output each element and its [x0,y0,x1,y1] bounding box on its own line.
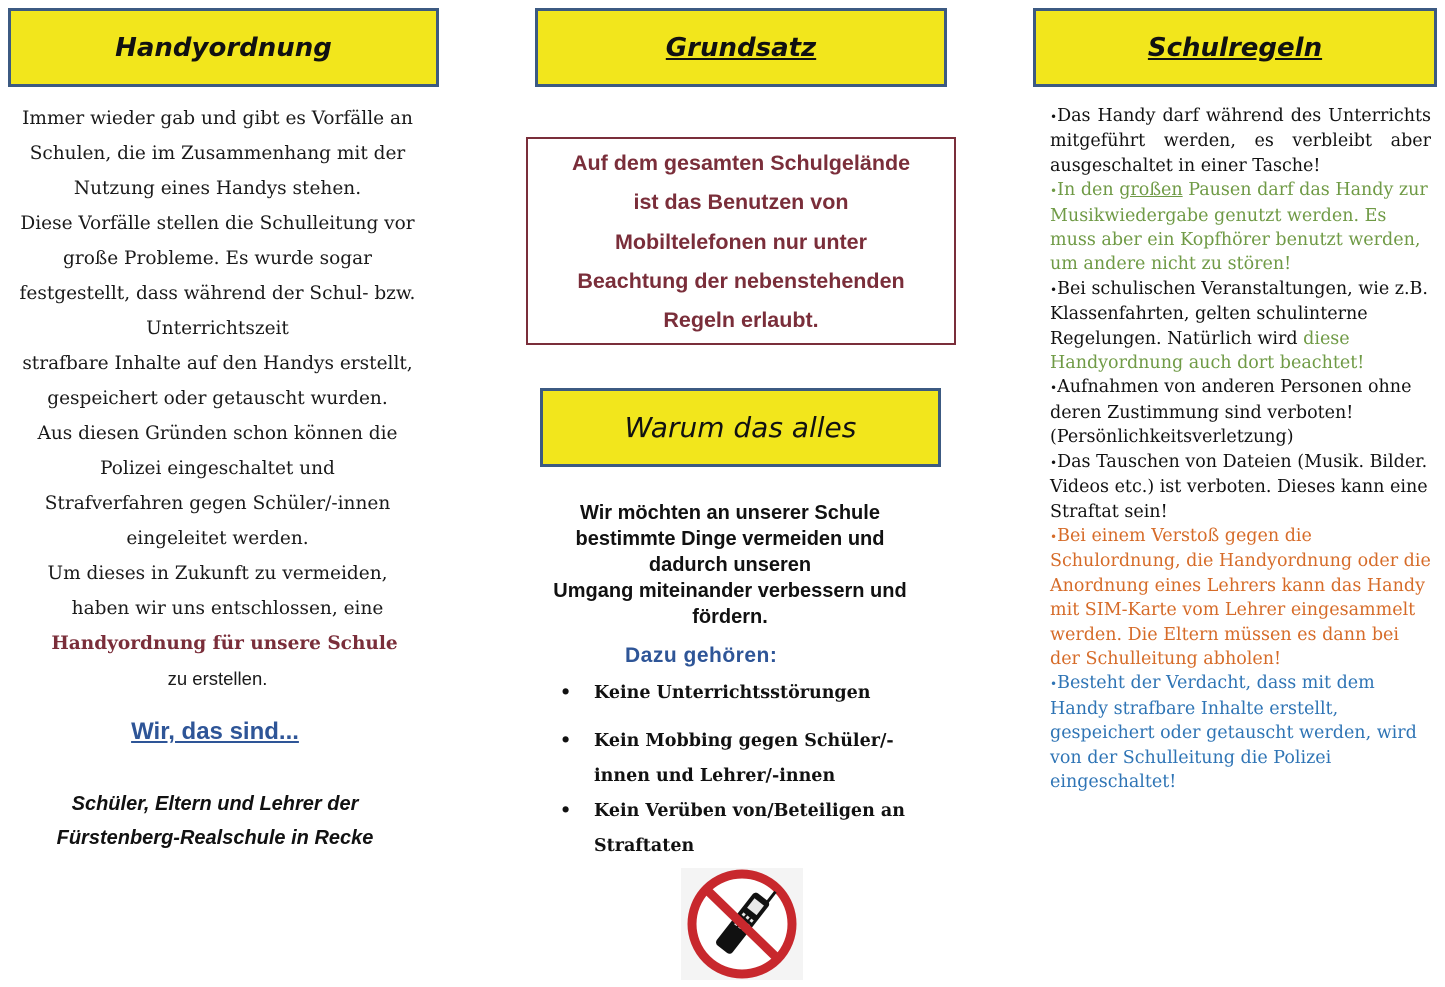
schulregeln-title: Schulregeln [1147,32,1323,63]
intro-line: große Probleme. Es wurde sogar [63,248,372,269]
schulregeln-heading [1033,8,1437,87]
rule-item: •Das Tauschen von Dateien (Musik. Bilder. Videos etc.) ist verboten. Dieses kann eine Straftat sein! [1050,451,1428,522]
why-line: fördern. [692,606,768,628]
intro-line: Schulen, die im Zusammenhang mit der [29,143,406,164]
list-item: • Keine Unterrichtsstörungen [560,676,940,711]
rule-item: •In den großen Pausen darf das Handy zur Musikwiedergabe genutzt werden. Es muss aber ein Kopfhörer benutzt werden, um andere nicht zu stören! [1050,180,1428,275]
handyordnung-title: Handyordnung [115,32,332,63]
no-mobile-phone-icon [681,868,803,980]
principle-line: Regeln erlaubt. [663,308,819,333]
dazu-heading: Dazu gehören: [625,644,778,667]
intro-line: Immer wieder gab und gibt es Vorfälle an [22,108,413,129]
intro-text [5,101,430,696]
goals-list [560,676,940,864]
rule-item: •Besteht der Verdacht, dass mit dem Handy strafbare Inhalte erstellt, gespeichert oder getauscht werden, wird von der Schulleitung die Polizei eingeschaltet! [1050,673,1417,792]
wir-das-sind-heading: Wir, das sind... [131,718,299,745]
why-line: Umgang miteinander verbessern und [553,580,907,602]
rule-item: •Bei schulischen Veranstaltungen, wie z.B. Klassenfahrten, gelten schulinterne Regelungen. Natürlich wird diese Handyordnung auch dort beachtet! [1050,278,1428,374]
principle-line: Beachtung der nebenstehenden [577,268,905,293]
principle-line: Auf dem gesamten Schulgelände [571,151,911,175]
principle-box [526,137,956,345]
why-line: Wir möchten an unserer Schule [580,502,880,524]
principle-line: ist das Benutzen von [633,190,849,215]
why-line: bestimmte Dinge vermeiden und [575,528,885,550]
intro-line: haben wir uns entschlossen, eine [71,598,384,619]
intro-line: strafbare Inhalte auf den Handys erstellt, [22,353,413,374]
intro-line: festgestellt, dass während der Schul- bzw. [19,283,416,304]
rule-item: •Das Handy darf während des Unterrichts mitgeführt werden, es verbleibt aber ausgeschaltet in einer Tasche! [1050,106,1431,176]
intro-line: Diese Vorfälle stellen die Schulleitung vor [20,213,415,234]
why-line: dadurch unseren [648,554,812,576]
principle-line: Mobiltelefonen nur unter [614,229,868,254]
grundsatz-heading [535,8,947,87]
signature-line: Fürstenberg-Realschule in Recke [56,827,374,849]
handyordnung-heading [8,8,439,87]
intro-line: zu erstellen. [167,668,268,689]
intro-highlight: Handyordnung für unsere Schule [51,633,398,654]
intro-line: Unterrichtszeit [146,318,289,339]
intro-line: Strafverfahren gegen Schüler/-innen [44,493,391,514]
intro-line: Polizei eingeschaltet und [100,458,335,479]
intro-line: gespeichert oder getauscht wurden. [47,388,388,409]
grundsatz-title: Grundsatz [665,32,817,63]
list-item: • Kein Verüben von/Beteiligen an Straftaten [560,794,940,864]
why-text [530,500,930,630]
rule-item: •Aufnahmen von anderen Personen ohne deren Zustimmung sind verboten! (Persönlichkeitsverletzung) [1050,377,1412,448]
intro-line: Aus diesen Gründen schon können die [37,423,398,444]
intro-line: Nutzung eines Handys stehen. [73,178,362,199]
warum-heading [540,388,941,467]
rule-item: •Bei einem Verstoß gegen die Schulordnung, die Handyordnung oder die Anordnung eines Lehrers kann das Handy mit SIM-Karte vom Lehrer eingesammelt werden. Die Eltern müssen es dann bei der Schulleitung abholen! [1050,525,1431,669]
intro-line: eingeleitet werden. [126,528,309,549]
rules-list [1050,104,1431,794]
signature-line: Schüler, Eltern und Lehrer der [71,793,359,815]
signature [5,787,425,855]
list-item: • Kein Mobbing gegen Schüler/-innen und Lehrer/-innen [560,724,940,794]
intro-line: Um dieses in Zukunft zu vermeiden, [47,563,388,584]
warum-title: Warum das alles [624,411,857,444]
